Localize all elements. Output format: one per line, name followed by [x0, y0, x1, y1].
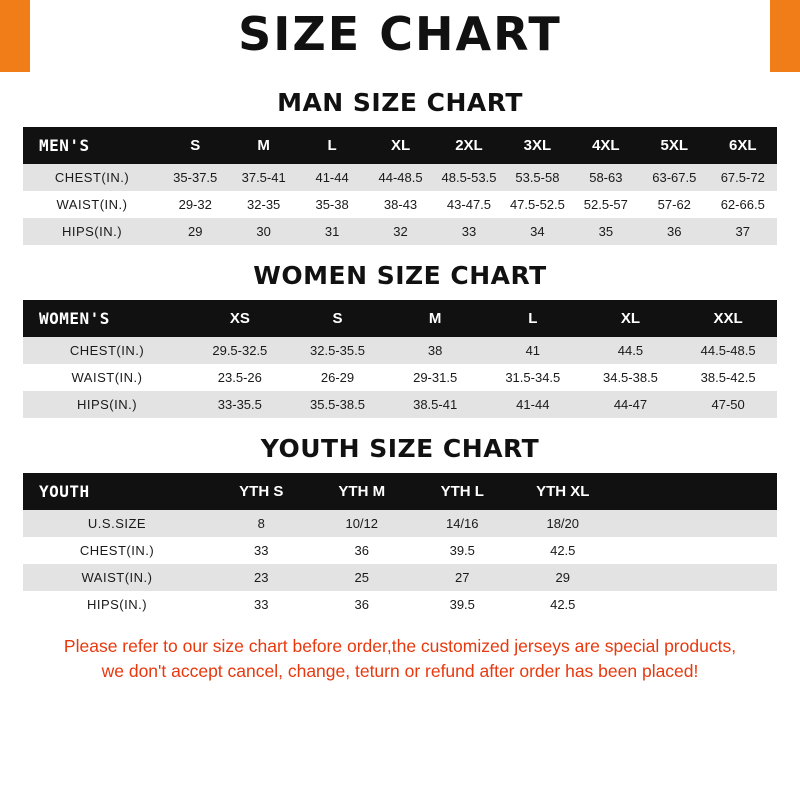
- table-women: [23, 300, 777, 418]
- table-cell: 33-35.5: [191, 391, 289, 418]
- table-cell: 33: [211, 591, 312, 618]
- section-title-man: MAN SIZE CHART: [277, 88, 523, 117]
- table-cell: 25: [312, 564, 413, 591]
- section-man: [0, 88, 800, 245]
- table-cell-spacer: [613, 591, 777, 618]
- table-cell: 53.5-58: [503, 164, 571, 191]
- table-cell: 39.5: [412, 591, 513, 618]
- footer-line-1: Please refer to our size chart before order,the customized jerseys are special products,: [63, 636, 737, 656]
- table-cell: 41-44: [484, 391, 582, 418]
- table-cell: 58-63: [572, 164, 640, 191]
- table-cell: 48.5-53.5: [435, 164, 503, 191]
- table-cell: 67.5-72: [709, 164, 778, 191]
- table-cell: 10/12: [312, 510, 413, 537]
- table-cell: 23.5-26: [191, 364, 289, 391]
- banner: [0, 0, 800, 72]
- table-row: [23, 164, 777, 191]
- column-header: WOMEN'S: [23, 300, 191, 337]
- column-header: 2XL: [435, 127, 503, 164]
- section-title-youth: YOUTH SIZE CHART: [260, 434, 540, 463]
- column-header: 6XL: [709, 127, 778, 164]
- table-cell: 47-50: [679, 391, 777, 418]
- table-man: [23, 127, 777, 245]
- column-header: YTH XL: [513, 473, 614, 510]
- table-cell: 27: [412, 564, 513, 591]
- table-cell: 43-47.5: [435, 191, 503, 218]
- table-cell: 33: [435, 218, 503, 245]
- table-cell: 44-48.5: [366, 164, 434, 191]
- table-cell: 38.5-41: [386, 391, 484, 418]
- column-header: MEN'S: [23, 127, 161, 164]
- table-row: [23, 591, 777, 618]
- table-row: [23, 564, 777, 591]
- table-cell: 44.5-48.5: [679, 337, 777, 364]
- row-header: WAIST(IN.): [23, 564, 211, 591]
- column-header: M: [229, 127, 297, 164]
- row-header: WAIST(IN.): [23, 364, 191, 391]
- row-header: HIPS(IN.): [23, 391, 191, 418]
- table-cell: 31: [298, 218, 366, 245]
- table-cell: 35.5-38.5: [289, 391, 387, 418]
- column-header: XS: [191, 300, 289, 337]
- column-header-spacer: [613, 473, 777, 510]
- section-title-women: WOMEN SIZE CHART: [253, 261, 547, 290]
- table-cell: 38-43: [366, 191, 434, 218]
- table-cell: 29-32: [161, 191, 229, 218]
- table-cell: 41: [484, 337, 582, 364]
- banner-accent-right: [770, 0, 800, 72]
- column-header: XL: [582, 300, 680, 337]
- table-cell: 62-66.5: [709, 191, 778, 218]
- column-header: 5XL: [640, 127, 708, 164]
- table-cell: 63-67.5: [640, 164, 708, 191]
- table-cell: 18/20: [513, 510, 614, 537]
- table-cell: 35-38: [298, 191, 366, 218]
- table-cell: 32: [366, 218, 434, 245]
- table-cell: 23: [211, 564, 312, 591]
- table-cell: 31.5-34.5: [484, 364, 582, 391]
- column-header: S: [289, 300, 387, 337]
- table-cell: 44-47: [582, 391, 680, 418]
- table-cell: 29: [513, 564, 614, 591]
- table-cell: 34.5-38.5: [582, 364, 680, 391]
- table-cell: 29.5-32.5: [191, 337, 289, 364]
- table-row: [23, 391, 777, 418]
- table-cell: 32-35: [229, 191, 297, 218]
- row-header: CHEST(IN.): [23, 164, 161, 191]
- table-cell: 42.5: [513, 591, 614, 618]
- table-cell: 8: [211, 510, 312, 537]
- footer-line-2: we don't accept cancel, change, teturn or refund after order has been placed!: [101, 661, 699, 682]
- table-cell: 37.5-41: [229, 164, 297, 191]
- section-women: [0, 261, 800, 418]
- column-header: L: [484, 300, 582, 337]
- column-header: YOUTH: [23, 473, 211, 510]
- table-header-row: [23, 473, 777, 510]
- section-youth: [0, 434, 800, 618]
- column-header: XL: [366, 127, 434, 164]
- table-cell: 26-29: [289, 364, 387, 391]
- column-header: 4XL: [572, 127, 640, 164]
- column-header: 3XL: [503, 127, 571, 164]
- table-cell-spacer: [613, 537, 777, 564]
- column-header: YTH S: [211, 473, 312, 510]
- table-cell: 37: [709, 218, 778, 245]
- table-cell-spacer: [613, 510, 777, 537]
- row-header: CHEST(IN.): [23, 537, 211, 564]
- column-header: L: [298, 127, 366, 164]
- table-cell: 35: [572, 218, 640, 245]
- table-header-row: [23, 300, 777, 337]
- table-cell: 38.5-42.5: [679, 364, 777, 391]
- column-header: XXL: [679, 300, 777, 337]
- page-title: SIZE CHART: [238, 7, 562, 61]
- table-cell-spacer: [613, 564, 777, 591]
- column-header: M: [386, 300, 484, 337]
- table-row: [23, 510, 777, 537]
- row-header: CHEST(IN.): [23, 337, 191, 364]
- table-youth: [23, 473, 777, 618]
- column-header: S: [161, 127, 229, 164]
- table-row: [23, 364, 777, 391]
- footer-disclaimer: [0, 634, 800, 685]
- table-cell: 38: [386, 337, 484, 364]
- table-cell: 44.5: [582, 337, 680, 364]
- banner-accent-left: [0, 0, 30, 72]
- table-cell: 14/16: [412, 510, 513, 537]
- table-cell: 30: [229, 218, 297, 245]
- row-header: U.S.SIZE: [23, 510, 211, 537]
- table-cell: 42.5: [513, 537, 614, 564]
- table-cell: 32.5-35.5: [289, 337, 387, 364]
- table-cell: 34: [503, 218, 571, 245]
- table-cell: 36: [312, 591, 413, 618]
- table-cell: 57-62: [640, 191, 708, 218]
- table-cell: 41-44: [298, 164, 366, 191]
- row-header: WAIST(IN.): [23, 191, 161, 218]
- table-header-row: [23, 127, 777, 164]
- table-cell: 39.5: [412, 537, 513, 564]
- table-cell: 33: [211, 537, 312, 564]
- table-cell: 52.5-57: [572, 191, 640, 218]
- table-cell: 29-31.5: [386, 364, 484, 391]
- row-header: HIPS(IN.): [23, 218, 161, 245]
- table-cell: 29: [161, 218, 229, 245]
- column-header: YTH M: [312, 473, 413, 510]
- table-row: [23, 537, 777, 564]
- table-cell: 47.5-52.5: [503, 191, 571, 218]
- table-row: [23, 337, 777, 364]
- table-cell: 36: [640, 218, 708, 245]
- row-header: HIPS(IN.): [23, 591, 211, 618]
- column-header: YTH L: [412, 473, 513, 510]
- table-row: [23, 191, 777, 218]
- table-row: [23, 218, 777, 245]
- table-cell: 36: [312, 537, 413, 564]
- table-cell: 35-37.5: [161, 164, 229, 191]
